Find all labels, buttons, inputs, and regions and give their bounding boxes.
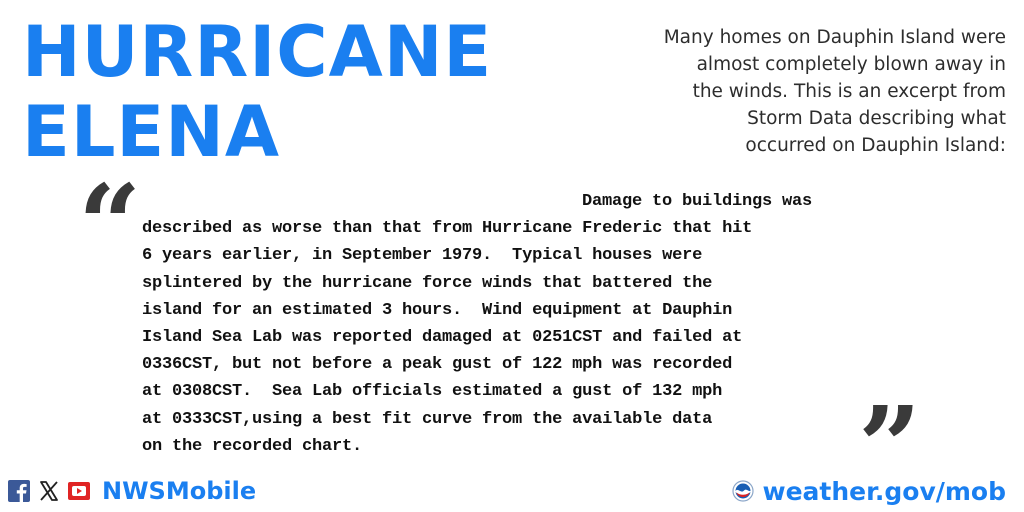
excerpt-line: island for an estimated 3 hours. Wind equipment at Dauphin [142,300,733,320]
excerpt-line: splintered by the hurricane force winds that battered the [142,273,713,293]
intro-line: Storm Data describing what [747,108,1006,129]
youtube-icon[interactable] [68,480,90,502]
x-icon[interactable] [38,480,60,502]
excerpt-line: on the recorded chart. [142,436,363,456]
title-line-2: ELENA [22,91,280,173]
excerpt-line: 0336CST, but not before a peak gust of 122 mph was recorded [142,355,733,375]
close-quote-icon: ” [858,382,922,511]
intro-line: the winds. This is an excerpt from [692,81,1006,102]
excerpt-line: at 0308CST. Sea Lab officials estimated a gust of 132 mph [142,382,723,402]
social-links [8,474,256,508]
website-link-group [732,474,1006,508]
social-handle[interactable]: NWSMobile [102,477,257,505]
excerpt-line: at 0333CST,using a best fit curve from the available data [142,409,713,429]
title-line-1: HURRICANE [22,11,493,93]
excerpt-line: Island Sea Lab was reported damaged at 0251CST and failed at [142,328,743,348]
facebook-icon[interactable] [8,480,30,502]
storm-data-excerpt [142,188,902,460]
intro-line: Many homes on Dauphin Island were [663,27,1006,48]
excerpt-line: Damage to buildings was [582,192,813,211]
excerpt-line: 6 years earlier, in September 1979. Typical houses were [142,246,703,266]
intro-text [566,24,1006,159]
page-title [22,12,492,172]
open-quote-icon: “ [78,160,142,289]
website-link[interactable]: weather.gov/mob [762,476,1006,506]
intro-line: occurred on Dauphin Island: [745,135,1006,156]
excerpt-line: described as worse than that from Hurricane Frederic that hit [142,219,753,239]
intro-line: almost completely blown away in [696,54,1006,75]
noaa-logo-icon [732,480,754,502]
